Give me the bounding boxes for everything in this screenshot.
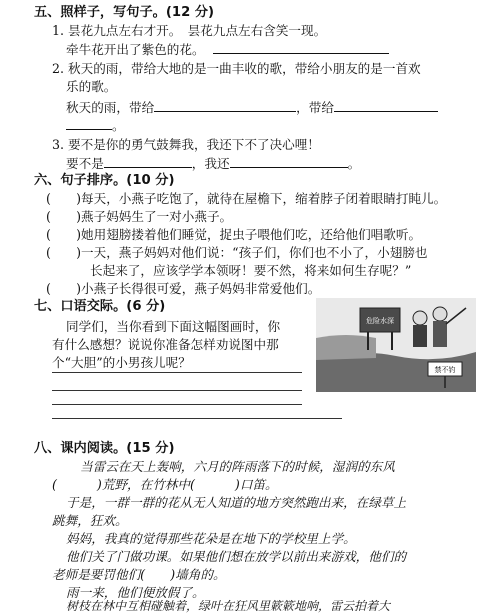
s5-q2-tail <box>66 116 125 135</box>
s6-item-1 <box>46 190 446 208</box>
s5-q3-prompt-a: 要不是 <box>66 156 104 171</box>
boy-body-2 <box>433 321 447 347</box>
section-8-title: 八、课内阅读。(15 分) <box>34 441 175 456</box>
section-5-title: 五、照样子，写句子。(12 分) <box>34 5 215 20</box>
boy-body-1 <box>413 325 427 347</box>
s8-line-8: 雨一来，他们便放假了。 <box>66 585 205 600</box>
fishing-warning-illustration <box>316 298 476 392</box>
s6-item-4-cont: 长起来了，应该学学本领呀！要不然，将来如何生存呢？” <box>90 263 412 278</box>
s5-q2-example-b: 乐的歌。 <box>66 79 117 94</box>
warning-board-text: 危险水深 <box>366 317 394 325</box>
section-6-title: 六、句子排序。(10 分) <box>34 173 175 188</box>
s8-line-5: 妈妈，我真的觉得那些花朵是在地下的学校里上学。 <box>66 531 356 546</box>
s5-q3-blank-2[interactable] <box>230 154 348 168</box>
s6-order-input-3[interactable]: ( ) <box>46 227 82 242</box>
s8-line-2-a: ( <box>52 477 57 492</box>
s5-q3-prompt-b: ，我还 <box>191 156 230 171</box>
s7-answer-line-3[interactable] <box>52 404 302 405</box>
s6-order-input-4[interactable]: ( ) <box>46 245 82 260</box>
s7-answer-line-2[interactable] <box>52 390 302 391</box>
s5-q3-blank-1[interactable] <box>104 154 192 168</box>
s7-para-2: 有什么感想？说说你准备怎样劝说图中那 <box>52 337 279 352</box>
s5-q1-answer-blank[interactable] <box>213 40 389 54</box>
s8-line-6: 他们关了门做功课。如果他们想在放学以前出来游戏，他们的 <box>66 549 407 564</box>
s6-order-input-2[interactable]: ( ) <box>46 209 82 224</box>
s6-item-2 <box>46 208 232 226</box>
s8-line-1: 当雷云在天上轰响，六月的阵雨落下的时候，湿润的东风 <box>80 459 395 474</box>
s6-item-1-text: 每天，小燕子吃饱了，就待在屋檐下，缩着脖子闭着眼睛打盹儿。 <box>81 191 447 206</box>
s5-q2-blank-2[interactable] <box>334 98 438 112</box>
s6-item-3 <box>46 226 421 244</box>
s6-order-input-5[interactable]: ( ) <box>46 281 82 296</box>
s6-item-4 <box>46 244 428 262</box>
s8-line-4: 跳舞，狂欢。 <box>52 513 128 528</box>
s7-answer-line-4[interactable] <box>52 418 342 419</box>
s6-item-4-text: 一天，燕子妈妈对他们说：“孩子们，你们也不小了，小翅膀也 <box>81 245 428 260</box>
s5-q3-period: 。 <box>347 156 361 171</box>
section-7-title: 七、口语交际。(6 分) <box>34 299 166 314</box>
s5-q2-period: 。 <box>112 118 125 133</box>
s8-line-2-b: )荒野，在竹林中( <box>96 477 195 492</box>
s8-line-9: 树枝在林中互相碰触着，绿叶在狂风里簌簌地响，雷云拍着大 <box>66 599 391 613</box>
boy-head-1 <box>413 311 427 325</box>
s5-q3-prompt <box>66 154 360 173</box>
s5-q2-blank-1[interactable] <box>154 98 296 112</box>
s6-item-3-text: 她用翅膀搂着他们睡觉，捉虫子喂他们吃，还给他们唱歌听。 <box>81 227 422 242</box>
no-fishing-sign-text: 禁不钓 <box>434 366 456 374</box>
s5-q2-prompt-b: ，带给 <box>296 100 334 115</box>
s8-line-2-c: )口笛。 <box>234 477 278 492</box>
s7-para-3: 个“大胆”的小男孩儿呢？ <box>52 355 191 370</box>
boy-head-2 <box>433 307 447 321</box>
s6-order-input-1[interactable]: ( ) <box>46 191 82 206</box>
s5-q1-prompt <box>66 40 389 59</box>
s6-item-2-text: 燕子妈妈生了一对小燕子。 <box>81 209 233 224</box>
s8-line-7: 老师是要罚他们( )墙角的。 <box>52 567 226 582</box>
s6-item-5-text: 小燕子长得很可爱，燕子妈妈非常爱他们。 <box>81 281 321 296</box>
s7-para-1: 同学们，当你看到下面这幅图画时，你 <box>66 319 281 334</box>
s5-q1-example: 1. 昙花九点左右才开。 昙花九点左右含笑一现。 <box>52 23 327 38</box>
s6-item-5 <box>46 280 320 298</box>
s8-line-3: 于是，一群一群的花从无人知道的地方突然跑出来，在绿草上 <box>66 495 407 510</box>
s5-q1-prompt-text: 牵牛花开出了紫色的花。 <box>66 42 205 57</box>
s8-line-2 <box>52 476 278 494</box>
s5-q3-example: 3. 要不是你的勇气鼓舞我，我还下不了决心哩！ <box>52 137 320 152</box>
s5-q2-example-a: 2. 秋天的雨，带给大地的是一曲丰收的歌，带给小朋友的是一首欢 <box>52 61 421 76</box>
s5-q2-prompt-a: 秋天的雨，带给 <box>66 100 155 115</box>
s5-q2-blank-3[interactable] <box>66 116 112 130</box>
s7-answer-line-1[interactable] <box>52 372 302 373</box>
s5-q2-prompt <box>66 98 438 117</box>
